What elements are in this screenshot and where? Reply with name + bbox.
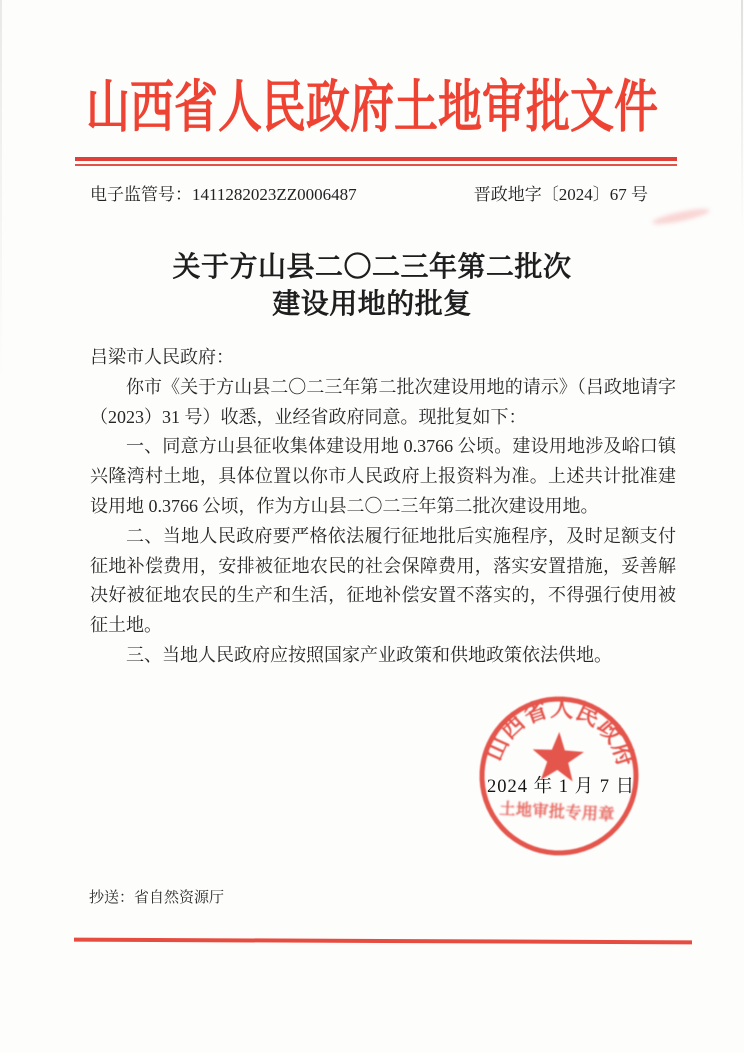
letterhead-divider-thin <box>75 164 677 166</box>
document-title-line1: 关于方山县二〇二三年第二批次 <box>172 251 572 282</box>
body-paragraph: 你市《关于方山县二〇二三年第二批次建设用地的请示》（吕政地请字（2023）31 号）收悉，业经省政府同意。现批复如下： <box>90 376 676 427</box>
cc-line: 抄送：省自然资源厅 <box>89 890 225 906</box>
seal-arc-text: 山西省人民政府 <box>481 695 639 771</box>
supervision-number <box>90 180 357 205</box>
document-title-line2: 建设用地的批复 <box>272 288 472 319</box>
seal-bottom-text: 土地审批专用章 <box>498 800 616 824</box>
supervision-label: 电子监管号： <box>90 185 192 204</box>
document-number: 晋政地字〔2024〕67 号 <box>473 185 648 204</box>
scan-smudge <box>652 206 711 227</box>
issue-date: 2024 年 1 月 7 日 <box>487 777 636 797</box>
document-body <box>90 343 676 671</box>
scan-edge-left <box>0 0 2 380</box>
body-paragraph: 三、当地人民政府应按照国家产业政策和供地政策依法供地。 <box>126 644 612 665</box>
meta-row <box>90 180 648 205</box>
letterhead-divider-thick <box>75 157 677 161</box>
document-title <box>0 248 744 322</box>
recipient-line: 吕梁市人民政府： <box>90 347 234 367</box>
footer-divider <box>74 938 692 945</box>
body-paragraph: 二、当地人民政府要严格依法履行征地批后实施程序，及时足额支付征地补偿费用，安排被征地农民的社会保障费用，落实安置措施，妥善解决好被征地农民的生产和生活，征地补偿安置不落实的，不得强行使用被征土地。 <box>90 525 676 636</box>
body-paragraph: 一、同意方山县征收集体建设用地 0.3766 公顷。建设用地涉及峪口镇兴隆湾村土地，具体位置以你市人民政府上报资料为准。上述共计批准建设用地 0.3766 公顷，作为方山县二〇二三年第二批次建设用地。 <box>90 436 676 516</box>
letterhead-title <box>0 76 744 139</box>
letterhead-title-text: 山西省人民政府土地审批文件 <box>86 76 658 139</box>
scan-edge-right <box>741 0 743 230</box>
supervision-value: 1411282023ZZ0006487 <box>192 185 357 204</box>
